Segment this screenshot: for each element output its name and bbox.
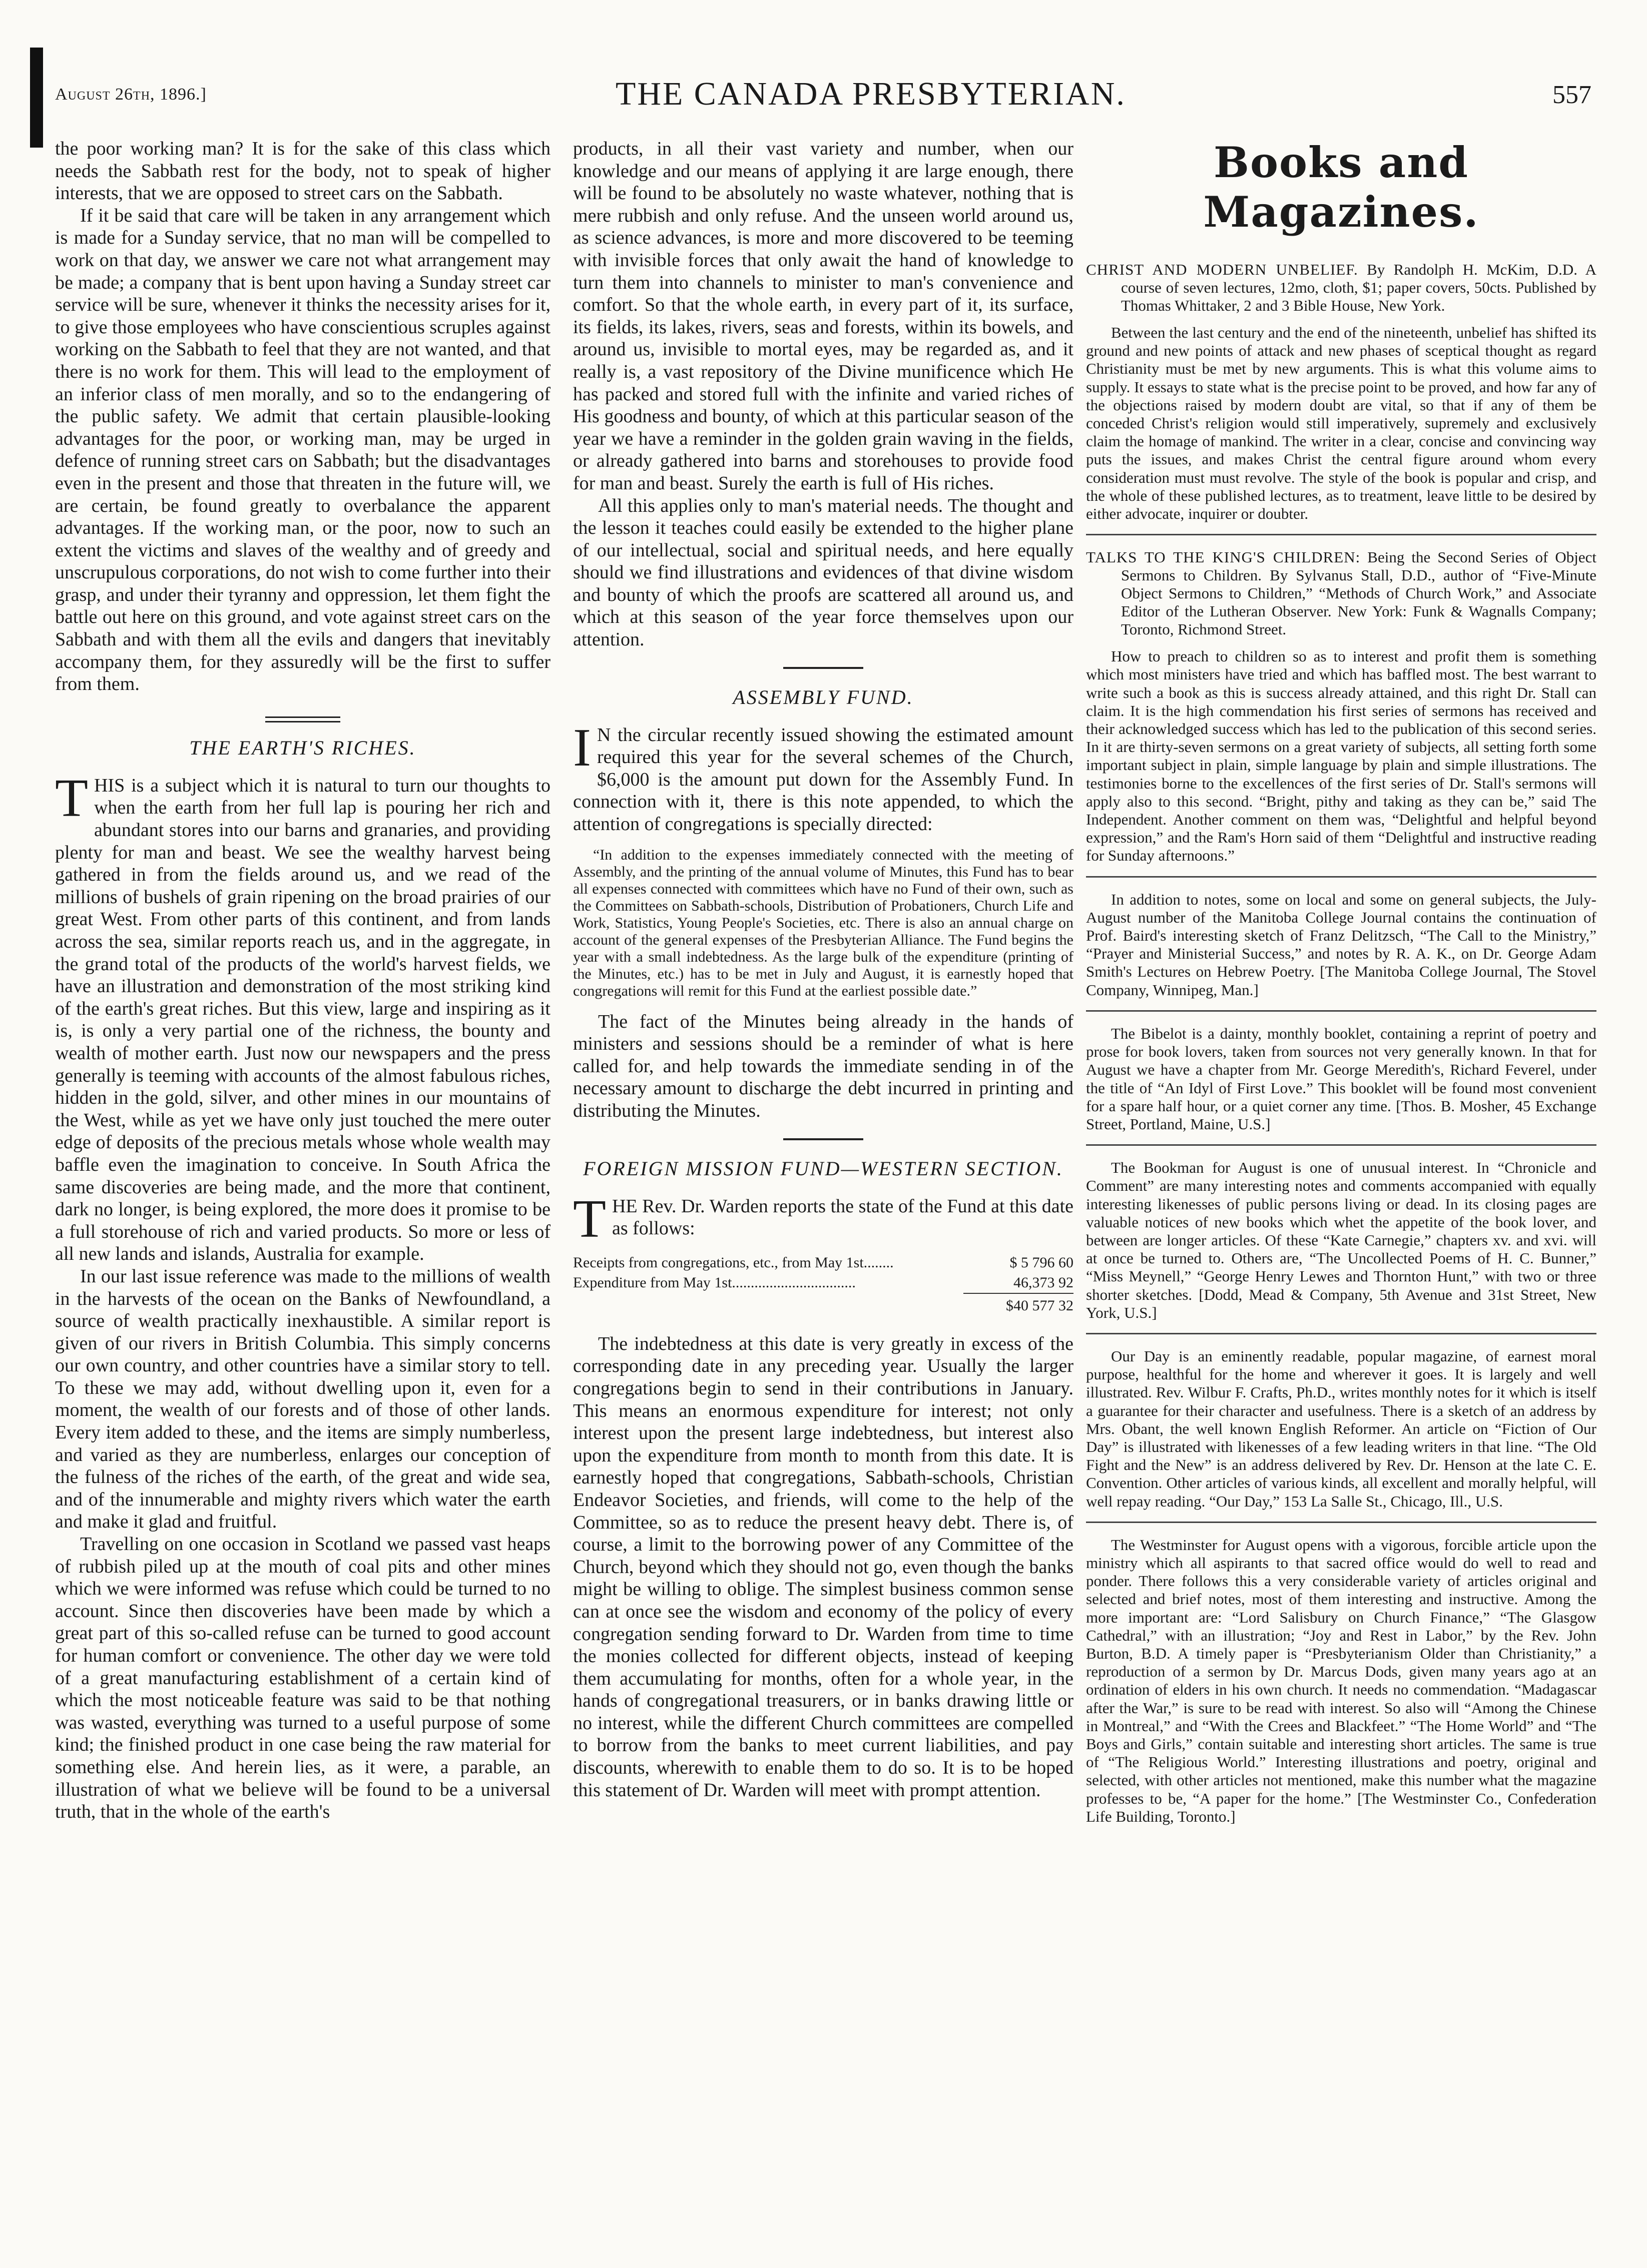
column-3 (1086, 138, 1596, 1826)
section-divider (265, 716, 340, 722)
section-heading: FOREIGN MISSION FUND—WESTERN SECTION. (583, 1157, 1063, 1180)
review-divider (1086, 1333, 1596, 1334)
section-heading: ASSEMBLY FUND. (733, 685, 914, 708)
page-number: 557 (1552, 81, 1591, 109)
column-2 (573, 138, 1073, 1801)
review-divider (1086, 1522, 1596, 1523)
review-body: In addition to notes, some on local and some on general subjects, the July-August number of the Manitoba College Journal contains the continuation of Prof. Baird's interesting sketch of Franz Delitzsch, “The Call to the Ministry,” “Prayer and Ministerial Success,” and notes by R. A. K., on Dr. George Adam Smith's Lectures on Hebrew Poetry. [The Manitoba College Journal, The Stovel Company, Winnipeg, Man.] (1086, 890, 1596, 999)
review-body: The Westminster for August opens with a vigorous, forcible article upon the ministry which all aspirants to that sacred office would do well to read and ponder. There follows this a very considerable variety of articles original and selected and brief notes, most of them interesting and instructive. Among the more important are: “Lord Salisbury on Church Finance,” “The Glasgow Cathedral,” with an illustration; “Joy and Rest in Labor,” by the Rev. John Burton, B.D. A timely paper is “Presbyterianism Older than Christianity,” a reproduction of a sermon by Dr. Marcus Dods, given many years ago at an ordination of elders in his own church. It needs no commendation. “Madagascar after the War,” is sure to be read with interest. So also will “Among the Chinese in Montreal,” and “With the Crees and Blackfeet.” “The Home World” and “The Boys and Girls,” contain suitable and interesting short articles. The same is true of “The Religious World.” Interesting illustrations and poetry, original and selected, with other articles not mentioned, make this number what the magazine professes to be, “A paper for the home.” [The Westminster Co., Confederation Life Building, Toronto.] (1086, 1536, 1596, 1825)
ledger-label: Receipts from congregations, etc., from May 1st........ (573, 1254, 894, 1271)
header-date: August 26th, 1896.] (55, 85, 207, 104)
paragraph: All this applies only to man's material needs. The thought and the lesson it teaches could easily be extended to the higher plane of our intellectual, social and spiritual needs, and here equally should we find illustrations and evidences of that divine wisdom and bounty of which the proofs are scattered all around us, and which at this season of the year force themselves upon our attention. (573, 495, 1073, 650)
paragraph (573, 717, 1073, 836)
book-title: CHRIST AND MODERN UNBELIEF. (1086, 261, 1358, 278)
section-title: Books and Magazines. (1203, 138, 1479, 237)
paragraph: Travelling on one occasion in Scotland we passed vast heaps of rubbish piled up at the mouth of coal pits and other mines which we were informed was refuse which could be turned to no account. Since then discoveries have been made by which a great part of this so-called refuse can be turned to good account for human comfort or convenience. The other day we were told of a great manufacturing establishment of a certain kind of which the most noticeable feature was said to be that nothing was wasted, everything was turned to a useful purpose of some kind; the finished product in one case being the raw material for something else. And herein lies, as it were, a parable, an illustration of what we believe will be found to be a universal truth, that in the whole of the earth's (55, 1534, 551, 1823)
fund-ledger (573, 1253, 1073, 1316)
review-heading (1086, 548, 1596, 638)
page-header (55, 75, 1591, 120)
review-body: The Bibelot is a dainty, monthly booklet, containing a reprint of poetry and prose for book lovers, taken from sources not very generally known. In that for August we have a chapter from Mr. George Meredith's, Richard Feverel, under the title of “An Idyl of First Love.” This booklet will be found most convenient for a spare half hour, or a quiet corner any time. [Thos. B. Mosher, 45 Exchange Street, Portland, Maine, U.S.] (1086, 1024, 1596, 1133)
review-divider (1086, 1010, 1596, 1012)
paragraph-text: N the circular recently issued showing the estimated amount required this year for the several schemes of the Church, $6,000 is the amount put down for the Assembly Fund. In connection with it, there is this note appended, to which the attention of congregations is specially directed: (573, 724, 1073, 835)
review-heading (1086, 261, 1596, 315)
drop-cap: I (573, 717, 591, 778)
section-divider (783, 1138, 863, 1140)
quoted-note: “In addition to the expenses immediately connected with the meeting of Assembly, and the printing of the annual volume of Minutes, this Fund has to bear all expenses connected with committees which have no Fund of their own, such as the Committees on Sabbath-schools, Distribution of Probationers, Church Life and Work, Statistics, Young People's Societies, etc. There is also an annual charge on account of the general expenses of the Presbyterian Alliance. The Fund begins the year with a small indebtedness. As the large bulk of the expenditure (printing of the Minutes, etc.) has to be met in July and August, it is earnestly hoped that congregations will remit for this Fund at the earliest possible date.” (573, 846, 1073, 999)
review-divider (1086, 534, 1596, 535)
ledger-label: Expenditure from May 1st................................. (573, 1274, 856, 1291)
book-meta: By Randolph H. McKim, D.D. A course of seven lectures, 12mo, cloth, $1; paper covers, 50cts. Published by Thomas Whittaker, 2 and 3 Bible House, New York. (1121, 261, 1597, 314)
column-1 (55, 138, 551, 1823)
section-divider (783, 667, 863, 669)
section-heading: THE EARTH'S RICHES. (189, 736, 416, 759)
drop-cap: T (573, 1189, 606, 1249)
paragraph: the poor working man? It is for the sake of this class which needs the Sabbath rest for the body, not to speak of higher interests, that we are opposed to street cars on the Sabbath. (55, 138, 551, 204)
header-title: THE CANADA PRESBYTERIAN. (616, 76, 1126, 112)
paragraph: In our last issue reference was made to the millions of wealth in the harvests of the ocean on the Banks of Newfoundland, a source of wealth practically inexhaustible. A similar report is given of our rivers in British Columbia. This simply concerns our own country, and other countries have a similar story to tell. To these we may add, without dwelling upon it, even for a moment, the wealth of our forests and of those of other lands. Every item added to these, and the items are simply numberless, and varied as they are numberless, enlarges our conception of the fulness of the riches of the earth, of the great and wide sea, and of the innumerable and mighty rivers which water the earth and make it glad and fruitful. (55, 1265, 551, 1533)
paragraph: The indebtedness at this date is very greatly in excess of the corresponding date in any preceding year. Usually the larger congregations begin to send in their contributions in January. This means an enormous expenditure for interest; not only interest upon the present large indebtedness, but interest also upon the expenditure from month to month from this date. It is earnestly hoped that congregations, Sabbath-schools, Christian Endeavor Societies, and friends, will come to the help of the Committee, so as to reduce the present heavy debt. There is, of course, a limit to the borrowing power of any Committee of the Church, beyond which they should not go, even though the banks might be willing to oblige. The simplest business common sense can at once see the wisdom and economy of the policy of every congregation sending forward to Dr. Warden from time to time the monies collected for different objects, instead of keeping them accumulating for months, often for a whole year, in the hands of congregational treasurers, or in banks drawing little or no interest, while the different Church committees are compelled to borrow from the banks to meet current liabilities, and pay discounts, wherewith to enable them to do so. It is to be hoped this statement of Dr. Warden will meet with prompt attention. (573, 1333, 1073, 1801)
paragraph (573, 1189, 1073, 1249)
paragraph-text: HIS is a subject which it is natural to turn our thoughts to when the earth from her full lap is pouring her rich and abundant stores into our barns and granaries, and providing plenty for man and beast. We see the wealthy harvest being gathered in from the fields around us, and we read of the millions of bushels of grain ripening on the broad prairies of our great West. From other parts of this continent, and from lands across the sea, similar reports reach us, and in the aggregate, in the grand total of the products of the world's harvest fields, we have an illustration and demonstration of the most striking kind of the earth's great riches. But this view, large and inspiring as it is, is only a very partial one of the richness, the bounty and wealth of mother earth. Just now our newspapers and the press generally is teeming with accounts of the almost fabulous riches, hidden in the gold, silver, and other mines in our mountains of the West, while as yet we have only just touched the mere outer edge of deposits of the precious metals whose whole wealth may baffle even the imagination to conceive. In South Africa the same discoveries are being made, and the more that continent, dark no longer, is being explored, the more does it promise to be a full storehouse of rich and varied products. So more or less of all new lands and islands, Australia for example. (55, 775, 551, 1265)
review-divider (1086, 1144, 1596, 1146)
ledger-row (573, 1273, 1073, 1293)
drop-cap: T (55, 768, 88, 828)
review-body: Our Day is an eminently readable, popular magazine, of earnest moral purpose, healthful for the home and wherever it goes. It is largely and well illustrated. Rev. Wilbur F. Crafts, Ph.D., writes monthly notes for it which is itself a guarantee for their character and usefulness. There is a sketch of an address by Mrs. Obant, the well known English Reformer. An article on “Fiction of Our Day” is illustrated with likenesses of a few leading writers in that line. “The Old Fight and the New” is an address delivered by Rev. Dr. Henson at the late C. E. Convention. Other articles of various kinds, all excellent and morally helpful, will well repay reading. “Our Day,” 153 La Salle St., Chicago, Ill., U.S. (1086, 1347, 1596, 1510)
book-meta: Being the Second Series of Object Sermons to Children. By Sylvanus Stall, D.D., author of “Five-Minute Object Sermons to Children,” “Methods of Church Work,” and Associate Editor of the Lutheran Observer. New York: Funk & Wagnalls Company; Toronto, Richmond Street. (1121, 548, 1596, 638)
review-body: The Bookman for August is one of unusual interest. In “Chronicle and Comment” are many interesting notes and comments accompanied with equally interesting likenesses of public persons living or dead. In its closing pages are valuable notices of new books which whet the appetite of the book lover, and between are longer articles. Of these “Kate Carnegie,” chapters xv. and xvi. will at once be turned to. Others are, “The Uncollected Poems of H. C. Bunner,” “Miss Meynell,” “George Henry Lewes and Thornton Hunt,” with two or three shorter sketches. [Dodd, Mead & Company, 5th Avenue and 31st Street, New York, U.S.] (1086, 1159, 1596, 1321)
ledger-total: $40 577 32 (963, 1293, 1073, 1316)
review-body: How to preach to children so as to interest and profit them is something which most ministers have tried and which has baffled most. The best warrant to write such a book as this is success already attained, and this right Dr. Stall can claim. It is the high commendation his first series of sermons has received and their acknowledged success which has led to the publication of this second series. In it are thirty-seven sermons on a great variety of subjects, all setting forth some important subject in plain, simple language by plain and simple illustrations. The testimonies borne to the excellences of the first series of Dr. Stall's sermons will apply also to this second. “Bright, pithy and taking as they can be,” said The Independent. Another comment on them was, “Delightful and helpful beyond expression,” and the Ram's Horn said of them “Delightful and instructive reading for Sunday afternoons.” (1086, 647, 1596, 865)
page-edge-bar (30, 48, 43, 148)
paragraph-text: HE Rev. Dr. Warden reports the state of the Fund at this date as follows: (612, 1195, 1073, 1239)
book-title: TALKS TO THE KING'S CHILDREN: (1086, 548, 1361, 566)
paragraph: If it be said that care will be taken in any arrangement which is made for a Sunday service, that no man will be compelled to work on that day, we answer we care not what arrangement may be made; a company that is bent upon having a Sunday street car service will be sure, whenever it thinks the necessity arises for it, to give those employees who have conscientious scruples against working on the Sabbath to feel that they are not wanted, and that there is no work for them. This will lead to the employment of an inferior class of men morally, and so to the endangering of the public safety. We admit that certain plausible-looking advantages for the poor, or working man, may be urged in defence of running street cars on Sabbath; but the disadvantages even in the present and those that threaten in the future will, we are certain, be found greatly to overbalance the apparent advantages. If the working man, or the poor, now to such an extent the victims and slaves of the wealthy and of greedy and unscrupulous corporations, do not wish to come further into their grasp, and under their tyranny and oppression, let them fight the battle out here on this ground, and vote against street cars on the Sabbath and with them all the evils and dangers that inevitably accompany them, for they assuredly will be the first to suffer from them. (55, 205, 551, 695)
ledger-value: $ 5 796 60 (1009, 1254, 1073, 1271)
paragraph: products, in all their vast variety and number, when our knowledge and our means of applying it are large enough, there will be found to be absolutely no waste whatever, nothing that is mere rubbish and only refuse. And the unseen world around us, as science advances, is more and more discovered to be teeming with invisible forces that only await the hand of knowledge to turn them into channels to minister to man's convenience and comfort. So that the whole earth, in every part of it, its surface, its fields, its lakes, rivers, seas and forests, within its bowels, and around us, invisible to mortal eyes, may be regarded as, and it really is, a vast repository of the Divine munificence which He has packed and stored full with the infinite and varied riches of His goodness and bounty, of which at this particular season of the year we have a reminder in the golden grain waving in the fields, or already gathered into barns and storehouses to provide food for man and beast. Surely the earth is full of His riches. (573, 138, 1073, 494)
ledger-value: 46,373 92 (1013, 1274, 1073, 1291)
ledger-row (573, 1253, 1073, 1273)
review-body: Between the last century and the end of the nineteenth, unbelief has shifted its ground and new points of attack and new phases of sceptical thought as regard Christianity must be met by new arguments. This is what this volume aims to supply. It essays to state what is the precise point to be proved, and how far any of the objections raised by modern doubt are vital, so that if any of them be conceded Christ's religion would still imperatively, supremely and exclusively claim the homage of mankind. The writer in a clear, concise and convincing way puts the issues, and makes Christ the central figure around whom every consideration must must revolve. The style of the book is popular and crisp, and the whole of these published lectures, as to treatment, leave little to be desired by either advocate, inquirer or doubter. (1086, 324, 1596, 523)
review-divider (1086, 876, 1596, 878)
paragraph: The fact of the Minutes being already in the hands of ministers and sessions should be a reminder of what is here called for, and help towards the immediate sending in of the necessary amount to discharge the debt incurred in printing and distributing the Minutes. (573, 1011, 1073, 1121)
paragraph (55, 768, 551, 1265)
